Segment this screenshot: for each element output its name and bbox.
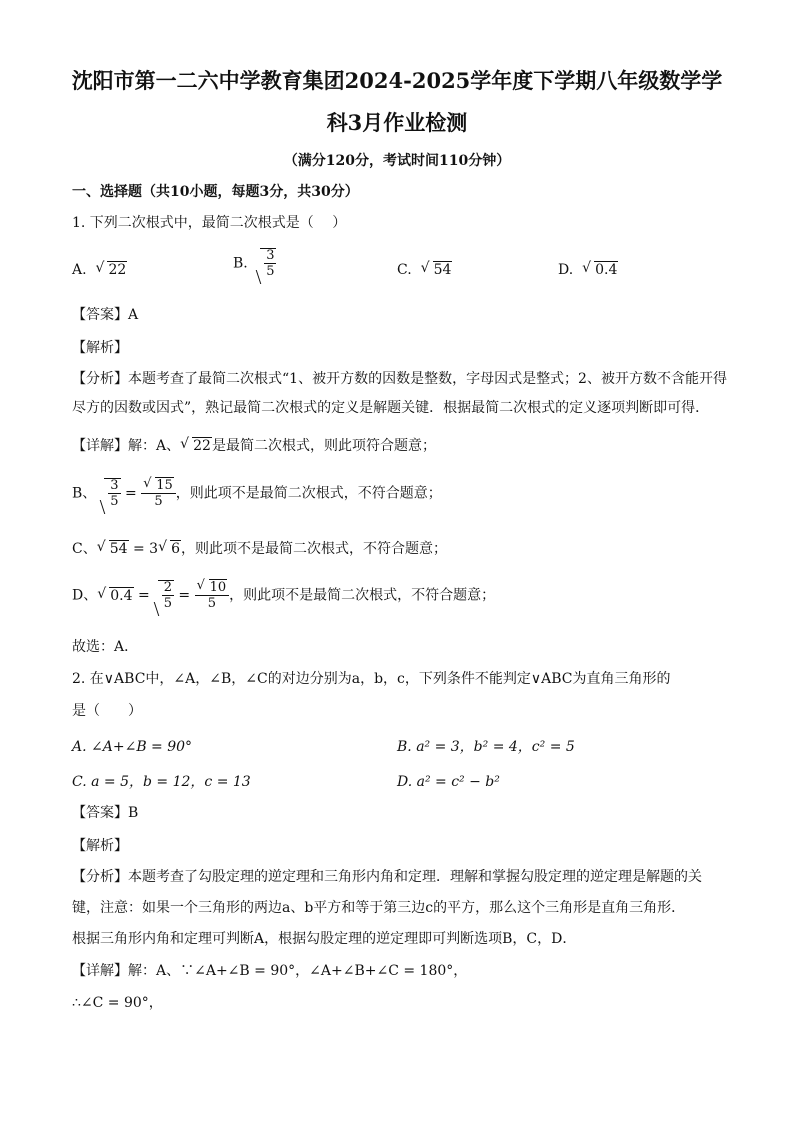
sqrt-sign: $\frac{3}{5}$ bbox=[96, 478, 120, 509]
q2-answer: 【答案】B bbox=[72, 805, 139, 821]
q1-choose: 故选：A． bbox=[72, 639, 139, 655]
exam-info: （满分120分，考试时间110分钟） bbox=[283, 153, 511, 169]
q2-detail-1: 【详解】解：A、∵∠A+∠B = 90°，∠A+∠B+∠C = 180°， bbox=[72, 963, 468, 979]
q2-detail-2: ∴∠C = 90°， bbox=[72, 995, 163, 1011]
q2-option-d: D. a² = c² − b² bbox=[397, 774, 500, 790]
sqrt-sign: √ 0.4 bbox=[582, 260, 618, 280]
sqrt-sign: √ 54 bbox=[421, 260, 453, 280]
doc-title-line1: 沈阳市第一二六中学教育集团2024-2025学年度下学期八年级数学学 bbox=[71, 68, 723, 93]
sqrt-sign: √ 22 bbox=[95, 260, 127, 280]
q2-stem-2: 是（ ） bbox=[72, 703, 142, 719]
section-heading: 一、选择题（共10小题，每题3分，共30分） bbox=[72, 184, 359, 200]
q1-detail-b: B、 $\frac{3}{5}$ = √ $\frac{15}{5}$ ，则此项不是最简二次根式，不符合题意； bbox=[72, 478, 442, 509]
q1-stem: 1. 下列二次根式中，最简二次根式是（ ） bbox=[72, 215, 347, 231]
q1-detail-a: 【详解】解：A、√ 22是最简二次根式，则此项符合题意； bbox=[72, 436, 436, 456]
q1-analysis-1: 【分析】本题考查了最简二次根式“1、被开方数的因数是整数，字母因式是整式；2、被开方数不含能开得 bbox=[72, 371, 727, 387]
sqrt-sign: √ 10 bbox=[197, 580, 228, 595]
q1-detail-c: C、√ 54 = 3√ 6，则此项不是最简二次根式，不符合题意； bbox=[72, 539, 447, 559]
sqrt-sign: √ 6 bbox=[158, 539, 181, 559]
q2-option-a: A. ∠A+∠B = 90° bbox=[72, 739, 193, 755]
doc-title-line2: 科3月作业检测 bbox=[326, 110, 468, 135]
sqrt-sign: √ 15 bbox=[143, 478, 174, 493]
q1-option-a: A. √ 22 bbox=[72, 260, 127, 280]
q2-analysis-3: 根据三角形内角和定理可判断A，根据勾股定理的逆定理即可判断选项B，C，D． bbox=[72, 931, 577, 947]
q2-analysis-1: 【分析】本题考查了勾股定理的逆定理和三角形内角和定理．理解和掌握勾股定理的逆定理是解题的关 bbox=[72, 869, 702, 885]
sqrt-sign: √ 54 bbox=[97, 539, 129, 559]
q2-option-c: C. a = 5，b = 12，c = 13 bbox=[72, 774, 251, 790]
q1-option-c: C. √ 54 bbox=[397, 260, 452, 280]
sqrt-sign: $\frac{3}{5}$ bbox=[252, 248, 276, 279]
q1-option-b: B. $\frac{3}{5}$ bbox=[233, 248, 275, 279]
q1-option-d: D. √ 0.4 bbox=[558, 260, 618, 280]
q2-analysis-2: 键，注意：如果一个三角形的两边a、b平方和等于第三边c的平方，那么这个三角形是直角三角形． bbox=[72, 900, 686, 916]
q1-analysis-2: 尽方的因数或因式”，熟记最简二次根式的定义是解题关键．根据最简二次根式的定义逐项判断即可得． bbox=[72, 400, 710, 416]
q2-jiexi: 【解析】 bbox=[72, 838, 128, 854]
q1-answer: 【答案】A bbox=[72, 307, 139, 323]
q1-detail-d: D、√ 0.4 = $\frac{2}{5}$ = √ $\frac{10}{5}$ ，则此项不是最简二次根式，不符合题意； bbox=[72, 580, 495, 611]
q1-jiexi: 【解析】 bbox=[72, 340, 128, 356]
sqrt-sign: $\frac{2}{5}$ bbox=[150, 580, 174, 611]
sqrt-sign: √ 0.4 bbox=[97, 586, 133, 606]
sqrt-sign: √ 22 bbox=[180, 436, 212, 456]
q2-stem-1: 2. 在∨ABC中，∠A，∠B，∠C的对边分别为a，b，c，下列条件不能判定∨ABC为直角三角形的 bbox=[72, 671, 671, 687]
q2-option-b: B. a² = 3，b² = 4，c² = 5 bbox=[397, 739, 575, 755]
